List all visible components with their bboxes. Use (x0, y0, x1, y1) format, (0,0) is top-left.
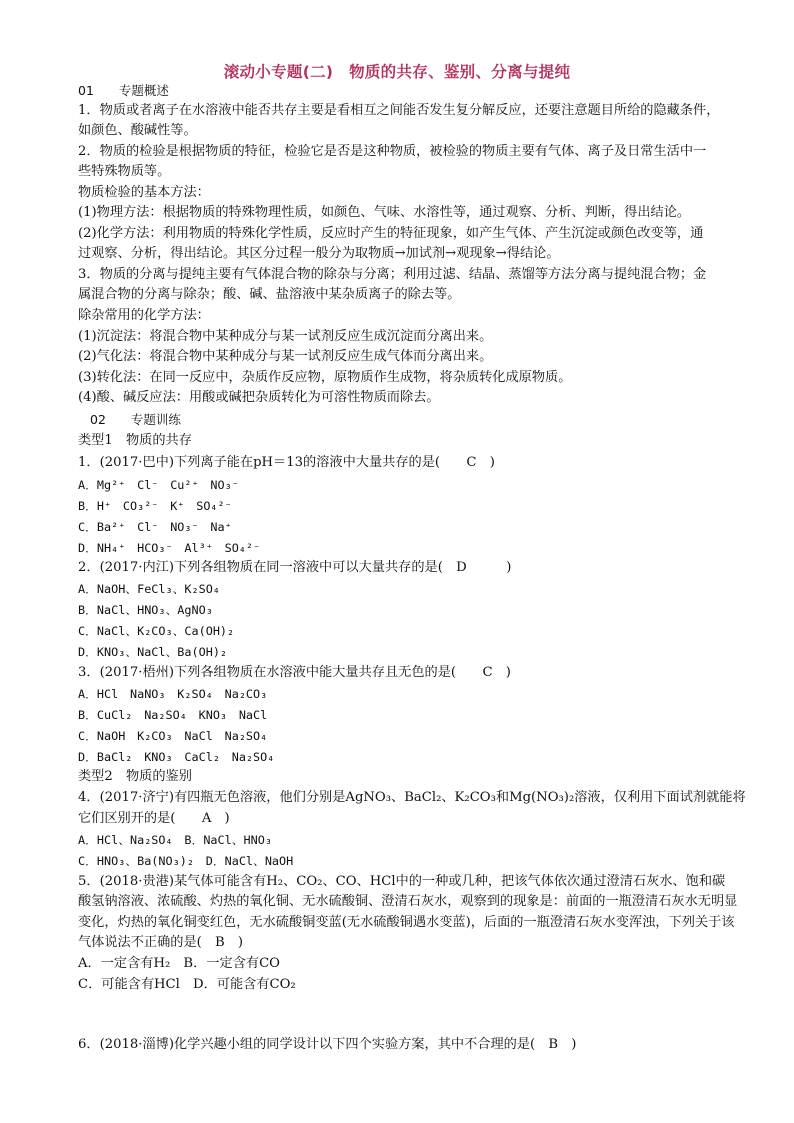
text-line: C．NaOH K₂CO₃ NaCl Na₂SO₄ (78, 729, 268, 743)
text-line: 变化，灼热的氧化铜变红色，无水硫酸铜变蓝(无水硫酸铜遇水变蓝)，后面的一瓶澄清石灰水变浑浊，下列关于该 (78, 915, 735, 930)
text-line: B．NaCl、HNO₃、AgNO₃ (78, 603, 213, 617)
text-line: 2．物质的检验是根据物质的特征，检验它是否是这种物质，被检验的物质主要有气体、离子及日常生活中一 (78, 144, 707, 159)
text-line: 类型1 物质的共存 (78, 433, 192, 448)
text-line: 酸氢钠溶液、浓硫酸、灼热的氧化铜、无水硫酸铜、澄清石灰水，观察到的现象是：前面的一瓶澄清石灰水无明显 (78, 894, 738, 909)
text-line: 气体说法不正确的是( B ) (78, 935, 244, 950)
text-line: 5．(2018·贵港)某气体可能含有H₂、CO₂、CO、HCl中的一种或几种，把该气体依次通过澄清石灰水、饱和碳 (78, 874, 726, 889)
text-line: 属混合物的分离与除杂；酸、碱、盐溶液中某杂质离子的除去等。 (78, 287, 461, 302)
page-title: 滚动小专题(二) 物质的共存、鉴别、分离与提纯 (223, 63, 571, 81)
text-line: (2)化学方法：利用物质的特殊化学性质，反应时产生的特征现象，如产生气体、产生沉淀或颜色改变等，通 (78, 226, 704, 241)
text-line: C．NaCl、K₂CO₃、Ca(OH)₂ (78, 624, 235, 638)
text-line: (3)转化法：在同一反应中，杂质作反应物，原物质作生成物，将杂质转化成原物质。 (78, 370, 572, 385)
text-line: D．BaCl₂ KNO₃ CaCl₂ Na₂SO₄ (78, 750, 275, 764)
text-line: (2)气化法：将混合物中某种成分与某一试剂反应生成气体而分离出来。 (78, 349, 493, 364)
text-line: A．一定含有H₂ B．一定含有CO (78, 956, 280, 971)
text-line: D．NH₄⁺ HCO₃⁻ Al³⁺ SO₄²⁻ (78, 541, 261, 555)
text-line: (1)沉淀法：将混合物中某种成分与某一试剂反应生成沉淀而分离出来。 (78, 329, 493, 344)
text-line: 4．(2017·济宁)有四瓶无色溶液，他们分别是AgNO₃、BaCl₂、K₂CO₃和Mg(NO₃)₂溶液，仅利用下面试剂就能将 (78, 790, 746, 805)
text-line: C．HNO₃、Ba(NO₃)₂ D．NaCl、NaOH (78, 854, 294, 868)
text-line: 过观察、分析，得出结论。其区分过程一般分为取物质→加试剂→观现象→得结论。 (78, 246, 560, 261)
text-line: (1)物理方法：根据物质的特殊物理性质，如颜色、气味、水溶性等，通过观察、分析、判断，得出结论。 (78, 205, 691, 220)
text-line: 除杂常用的化学方法： (78, 308, 210, 323)
text-line: 02 专题训练 (90, 412, 181, 427)
text-line: 1．物质或者离子在水溶液中能否共存主要是看相互之间能否发生复分解反应，还要注意题目所给的隐藏条件， (78, 103, 720, 118)
text-line: 如颜色、酸碱性等。 (78, 123, 197, 138)
text-line: (4)酸、碱反应法：用酸或碱把杂质转化为可溶性物质而除去。 (78, 390, 440, 405)
text-line: D．KNO₃、NaCl、Ba(OH)₂ (78, 645, 228, 659)
text-line: C．可能含有HCl D．可能含有CO₂ (78, 977, 296, 992)
text-line: 类型2 物质的鉴别 (78, 769, 192, 784)
text-line: A．HCl、Na₂SO₄ B．NaCl、HNO₃ (78, 833, 272, 847)
text-line: A．Mg²⁺ Cl⁻ Cu²⁺ NO₃⁻ (78, 478, 239, 492)
text-line: 3．物质的分离与提纯主要有气体混合物的除杂与分离；利用过滤、结晶、蒸馏等方法分离与提纯混合物；金 (78, 267, 707, 282)
text-line: 它们区别开的是( A ) (78, 811, 230, 826)
text-line: 物质检验的基本方法： (78, 185, 210, 200)
text-line: 6．(2018·淄博)化学兴趣小组的同学设计以下四个实验方案，其中不合理的是( B ) (78, 1037, 577, 1052)
text-line: 2．(2017·内江)下列各组物质在同一溶液中可以大量共存的是( D ) (78, 560, 512, 575)
text-line: 3．(2017·梧州)下列各组物质在水溶液中能大量共存且无色的是( C ) (78, 665, 511, 680)
text-line: A．NaOH、FeCl₃、K₂SO₄ (78, 582, 220, 596)
text-line: C．Ba²⁺ Cl⁻ NO₃⁻ Na⁺ (78, 520, 232, 534)
text-line: 些特殊物质等。 (78, 164, 171, 179)
text-line: A．HCl NaNO₃ K₂SO₄ Na₂CO₃ (78, 687, 268, 701)
text-line: B．H⁺ CO₃²⁻ K⁺ SO₄²⁻ (78, 499, 232, 513)
text-line: 01 专题概述 (78, 83, 169, 98)
text-line: 1．(2017·巴中)下列离子能在pH＝13的溶液中大量共存的是( C ) (78, 455, 495, 470)
text-line: B．CuCl₂ Na₂SO₄ KNO₃ NaCl (78, 708, 268, 722)
